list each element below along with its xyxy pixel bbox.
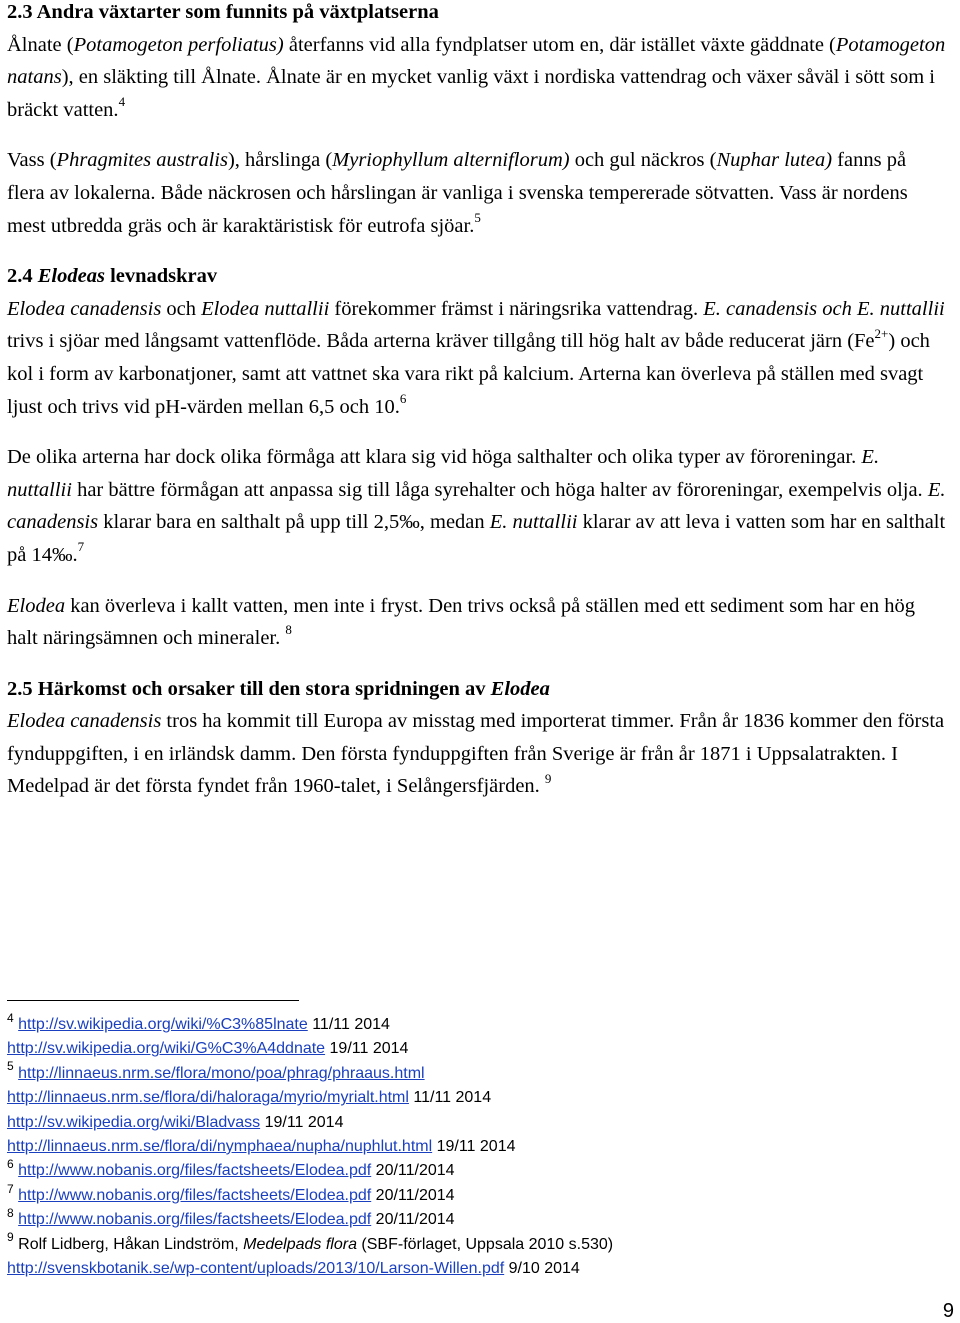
text-run: 9/10 2014	[504, 1260, 580, 1278]
footnote-link[interactable]: http://www.nobanis.org/files/factsheets/Elodea.pdf	[18, 1186, 372, 1204]
text-run: har bättre förmågan att anpassa sig till låga syrehalter och höga halter av föroreningar, exempelvis olja.	[71, 478, 928, 501]
text-run: kan överleva i kallt vatten, men inte i fryst. Den trivs också på ställen med ett sediment som har en hög halt näringsämnen och mineraler.	[7, 594, 916, 650]
footnote-ref: 5	[474, 209, 481, 225]
footnote-link[interactable]: http://www.nobanis.org/files/factsheets/Elodea.pdf	[18, 1211, 372, 1229]
text-run: trivs i sjöar med långsamt vattenflöde. Båda arterna kräver tillgång till hög halt av både reducerat järn (Fe	[7, 330, 875, 353]
footnote-link[interactable]: http://svenskbotanik.se/wp-content/uploads/2013/10/Larson-Willen.pdf	[7, 1260, 505, 1278]
footnote-ref: 2+	[874, 325, 889, 341]
italic-text: Potamogeton perfoliatus)	[73, 33, 284, 56]
italic-text: Elodea	[7, 594, 66, 617]
footnote-ref: 9	[7, 1230, 14, 1245]
text-run: 20/11/2014	[371, 1211, 455, 1229]
italic-text: Elodea canadensis	[7, 710, 162, 733]
text-run: 11/11 2014	[307, 1016, 390, 1033]
footnote-ref: 8	[7, 1205, 14, 1220]
italic-text: Phragmites australis	[56, 149, 228, 172]
footnote-ref: 7	[7, 1181, 14, 1196]
footnote-line	[7, 1135, 613, 1159]
text-run: ), hårslinga (	[227, 149, 333, 172]
text-run: ) och kol i form av karbonatjoner, samt att vattnet ska vara rikt på kalcium. Arterna kan överleva på ställen med svagt ljust och trivs vid pH-värden mellan 6,5 och 10.	[7, 330, 930, 418]
footnote-ref: 4	[118, 93, 126, 109]
text-run: Rolf Lidberg, Håkan Lindström,	[13, 1235, 244, 1253]
footnote-ref: 4	[7, 1010, 14, 1025]
heading-2-5	[7, 673, 947, 706]
italic-text: Elodea canadensis	[7, 297, 162, 320]
paragraph-vass	[7, 144, 947, 242]
footnote-link[interactable]: http://linnaeus.nrm.se/flora/di/haloraga/myrio/myrialt.html	[7, 1089, 409, 1107]
text-run: klarar av att leva i vatten som har en salthalt på 14‰.	[7, 511, 946, 566]
paragraph-elodea-requirements	[7, 293, 947, 423]
document-body	[7, 0, 947, 803]
italic-text: E. nuttallii	[7, 446, 880, 501]
italic-text: Elodea	[490, 677, 550, 700]
text-run: 20/11/2014	[371, 1186, 455, 1204]
text-run: 20/11/2014	[371, 1162, 455, 1180]
text-run: 19/11 2014	[325, 1040, 409, 1058]
paragraph-cold-water	[7, 590, 947, 655]
footnotes	[7, 1010, 614, 1281]
text-run: 2.5 Härkomst och orsaker till den stora spridningen av	[7, 677, 491, 700]
italic-text: Nuphar lutea)	[716, 149, 833, 172]
text-run: 2.4	[7, 265, 38, 288]
footnote-line	[7, 1059, 613, 1086]
footnote-line	[7, 1086, 613, 1110]
footnote-ref: 7	[77, 539, 85, 555]
footnote-link[interactable]: http://sv.wikipedia.org/wiki/Bladvass	[7, 1113, 261, 1131]
italic-text: Potamogeton natans	[7, 33, 946, 89]
text-run: Ålnate (	[7, 33, 74, 56]
paragraph-origin	[7, 705, 947, 803]
footnote-line	[7, 1230, 614, 1257]
text-run: Vass (	[7, 149, 57, 172]
footnote-separator	[7, 1000, 299, 1001]
footnote-line	[7, 1159, 613, 1183]
text-run: återfanns vid alla fyndplatser utom en, där istället växte gäddnate (	[283, 33, 836, 56]
text-run: (SBF-förlaget, Uppsala 2010 s.530)	[356, 1235, 614, 1253]
italic-text: Myriophyllum alterniflorum)	[332, 149, 570, 172]
text-run: 19/11 2014	[260, 1113, 344, 1131]
footnote-ref: 6	[399, 390, 407, 406]
footnote-link[interactable]: http://sv.wikipedia.org/wiki/G%C3%A4ddnate	[7, 1040, 326, 1058]
footnote-line	[7, 1181, 613, 1208]
footnote-line	[7, 1111, 613, 1135]
paragraph-salinity	[7, 441, 947, 571]
paragraph-alnate	[7, 29, 947, 127]
footnote-line	[7, 1037, 613, 1061]
text-run: klarar bara en salthalt på upp till 2,5‰, medan	[98, 511, 490, 534]
text-run: tros ha kommit till Europa av misstag med importerat timmer. Från år 1836 kommer den första fynduppgiften, i en irländsk damm. Den första fynduppgiften från Sverige är från år 1871 i Uppsalatrakten. I Medelpad är det första fyndet från 1960-talet, i Selångersfjärden.	[7, 710, 945, 798]
italic-text: Elodea nuttallii	[201, 297, 330, 320]
text-run: levnadskrav	[104, 265, 218, 288]
text-run: förekommer främst i näringsrika vattendrag.	[329, 297, 704, 320]
italic-text: Elodeas	[37, 265, 105, 288]
footnote-line	[7, 1010, 613, 1037]
text-run: De olika arterna har dock olika förmåga att klara sig vid höga salthalter och olika typer av föroreningar.	[7, 446, 862, 469]
footnote-link[interactable]: http://linnaeus.nrm.se/flora/mono/poa/phrag/phraaus.html	[18, 1064, 425, 1082]
page-number: 9	[942, 1300, 954, 1322]
text-run: och	[161, 297, 202, 320]
text-run: 11/11 2014	[408, 1089, 492, 1107]
footnote-line	[7, 1205, 613, 1232]
italic-text: E. canadensis	[7, 478, 946, 534]
italic-text: Medelpads flora	[243, 1235, 357, 1253]
footnote-ref: 9	[544, 770, 552, 786]
footnote-ref: 8	[285, 622, 292, 638]
text-run: och gul näckros (	[569, 149, 717, 172]
footnote-ref: 5	[7, 1059, 14, 1074]
footnote-link[interactable]: http://sv.wikipedia.org/wiki/%C3%85lnate	[18, 1016, 308, 1033]
text-run: 19/11 2014	[432, 1138, 516, 1156]
italic-text: nuttallii	[879, 297, 945, 320]
footnote-ref: 6	[7, 1157, 14, 1172]
footnote-link[interactable]: http://linnaeus.nrm.se/flora/di/nymphaea/nupha/nuphlut.html	[7, 1138, 433, 1156]
italic-text: E. nuttallii	[489, 511, 578, 534]
heading-2-3: 2.3 Andra växtarter som funnits på växtplatserna	[7, 1, 439, 23]
text-run: fanns på flera av lokalerna. Både näckrosen och hårslingan är vanliga i svenska tempererade sötvatten. Vass är nordens mest utbredda gräs och är karaktäristisk för eutrofa sjöar.	[7, 149, 908, 237]
footnote-line	[7, 1257, 613, 1281]
text-run: ), en släkting till Ålnate. Ålnate är en mycket vanlig växt i nordiska vattendrag och växer såväl i sött som i bräckt vatten.	[7, 66, 935, 121]
heading-2-4	[7, 260, 947, 293]
footnote-link[interactable]: http://www.nobanis.org/files/factsheets/Elodea.pdf	[18, 1162, 372, 1180]
italic-text: E. canadensis och E.	[703, 297, 875, 320]
